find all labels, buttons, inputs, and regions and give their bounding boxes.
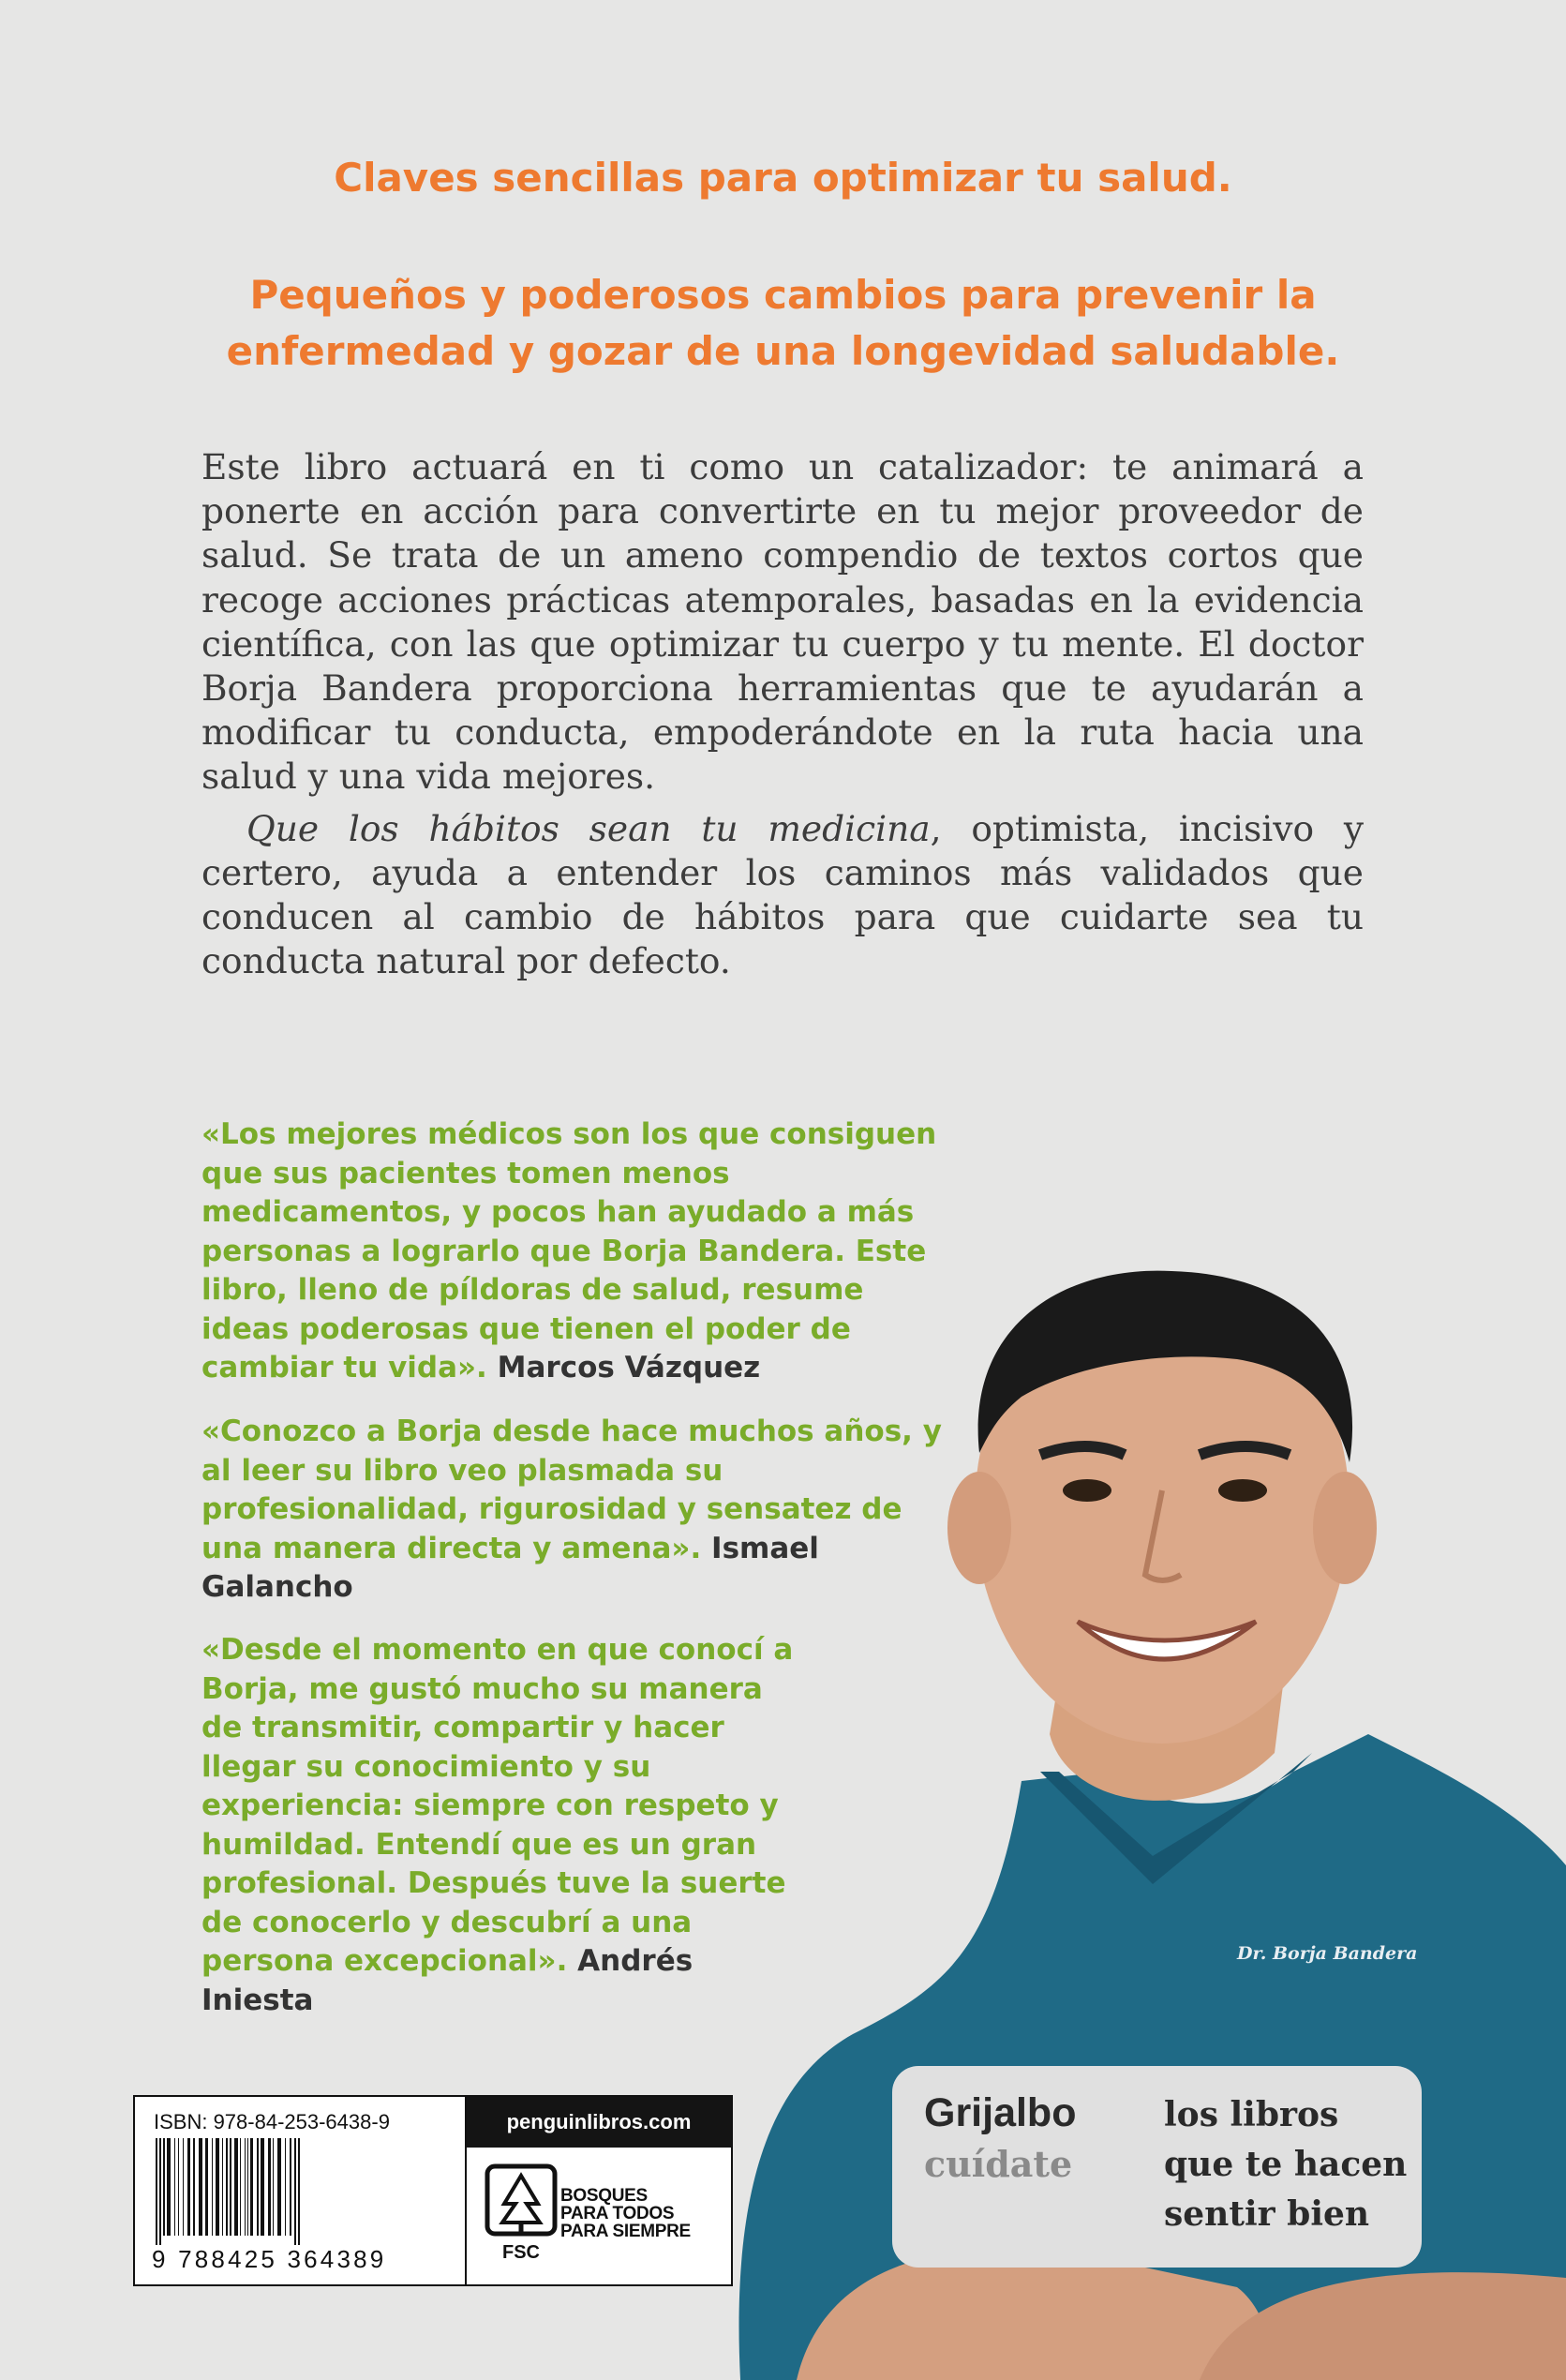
barcode-bar — [298, 2138, 300, 2245]
barcode-bar — [205, 2138, 208, 2236]
barcode-bar — [163, 2138, 165, 2236]
barcode-bar — [178, 2138, 179, 2236]
publisher-website[interactable]: penguinlibros.com — [467, 2097, 731, 2148]
publisher-brand: Grijalbo — [924, 2090, 1077, 2135]
fsc-line-1: BOSQUES — [560, 2186, 648, 2206]
fsc-line-2: PARA TODOS — [560, 2204, 675, 2223]
barcode-bar — [250, 2138, 253, 2236]
publisher-badge — [892, 2066, 1422, 2268]
barcode-bar — [193, 2138, 195, 2236]
testimonial-2-text: «Conozco a Borja desde hace muchos años, y al leer su libro veo plasmada su profesionalidad, rigurosidad y sensatez de una manera directa y amena». — [201, 1415, 942, 1565]
barcode-bar — [268, 2138, 271, 2236]
testimonial-2 — [201, 1413, 951, 1608]
barcode-bar — [257, 2138, 259, 2236]
fsc-line-3: PARA SIEMPRE — [560, 2222, 691, 2241]
isbn-digits: 9 788425 364389 — [152, 2245, 387, 2273]
barcode-icon — [152, 2138, 452, 2245]
isbn-label: ISBN: 978-84-253-6438-9 — [154, 2110, 390, 2133]
description-paragraph-1: Este libro actuará en ti como un catalizador: te animará a ponerte en acción para convertirte en tu mejor proveedor de salud. Se trata de un ameno compendio de textos cortos que recoge acciones prácticas atemporales, basadas en la evidencia científica, con las que optimizar tu cuerpo y tu mente. El doctor Borja Bandera proporciona herramientas que te ayudarán a modificar tu conducta, empoderándote en la ruta hacia una salud y una vida mejores. — [201, 446, 1364, 798]
barcode-bar — [216, 2138, 219, 2236]
headline-secondary-text: Pequeños y poderosos cambios para prevenir la enfermedad y gozar de una longevidad saludable. — [226, 272, 1340, 374]
tagline-line-3: sentir bien — [1164, 2194, 1370, 2234]
barcode-bar — [222, 2138, 223, 2236]
testimonial-1 — [201, 1115, 951, 1388]
testimonial-1-text: «Los mejores médicos son los que consiguen que sus pacientes tomen menos medicamentos, y pocos han ayudado a más personas a lograrlo que Borja Bandera. Este libro, lleno de píldoras de salud, resume ideas poderosas que tienen el poder de cambiar tu vida». — [201, 1117, 937, 1385]
barcode-bar — [212, 2138, 213, 2236]
fsc-tree-icon — [484, 2163, 559, 2266]
collection-name: cuídate — [924, 2143, 1073, 2185]
barcode-bar — [277, 2138, 281, 2236]
scrubs-name-label: Dr. Borja Bandera — [1237, 1943, 1418, 1964]
tagline-line-1: los libros — [1164, 2095, 1339, 2134]
description-paragraph-2 — [201, 807, 1364, 984]
barcode-bar — [247, 2138, 248, 2236]
barcode-bar — [234, 2138, 238, 2236]
headline-secondary — [0, 267, 1566, 380]
barcode-bar — [290, 2138, 291, 2236]
fsc-mark: FSC — [502, 2242, 540, 2263]
collection-tagline — [1164, 2090, 1408, 2239]
book-title-italic: Que los hábitos sean tu medicina — [246, 807, 931, 849]
barcode-bar — [183, 2138, 184, 2236]
barcode-bar — [187, 2138, 190, 2236]
barcode-bar — [156, 2138, 157, 2245]
barcode-bar — [261, 2138, 264, 2236]
description-paragraph-2-rest: , optimista, incisivo y certero, ayuda a entender los caminos más validados que conducen al cambio de hábitos para que cuidarte sea tu conducta natural por defecto. — [201, 807, 1364, 982]
barcode-bar — [285, 2138, 286, 2236]
barcode-bar — [294, 2138, 296, 2245]
barcode-bar — [245, 2138, 246, 2236]
barcode-bar — [167, 2138, 171, 2236]
isbn-barcode-box — [133, 2095, 733, 2286]
barcode-bar — [230, 2138, 231, 2236]
barcode-bar — [273, 2138, 274, 2236]
testimonial-3-text: «Desde el momento en que conocí a Borja, me gustó mucho su manera de transmitir, compartir y hacer llegar su conocimiento y su experiencia: siempre con respeto y humildad. Entendí que es un gran profesional. Después tuve la suerte de conocerlo y descubrí a una persona excepcional». — [201, 1633, 794, 1978]
barcode-bar — [159, 2138, 161, 2245]
book-description — [201, 445, 1364, 983]
barcode-bar — [240, 2138, 241, 2236]
testimonial-1-author: Marcos Vázquez — [497, 1351, 761, 1385]
tagline-line-2: que te hacen — [1164, 2145, 1408, 2184]
barcode-bar — [226, 2138, 228, 2236]
testimonial-3 — [201, 1631, 801, 2020]
fsc-slogan — [560, 2187, 720, 2240]
testimonial-3-author: Andrés Iniesta — [201, 1944, 694, 2017]
barcode-bar — [174, 2138, 175, 2236]
barcode-bar — [199, 2138, 202, 2236]
testimonial-2-author: Ismael Galancho — [201, 1531, 819, 1604]
headline-primary: Claves sencillas para optimizar tu salud. — [334, 155, 1232, 201]
